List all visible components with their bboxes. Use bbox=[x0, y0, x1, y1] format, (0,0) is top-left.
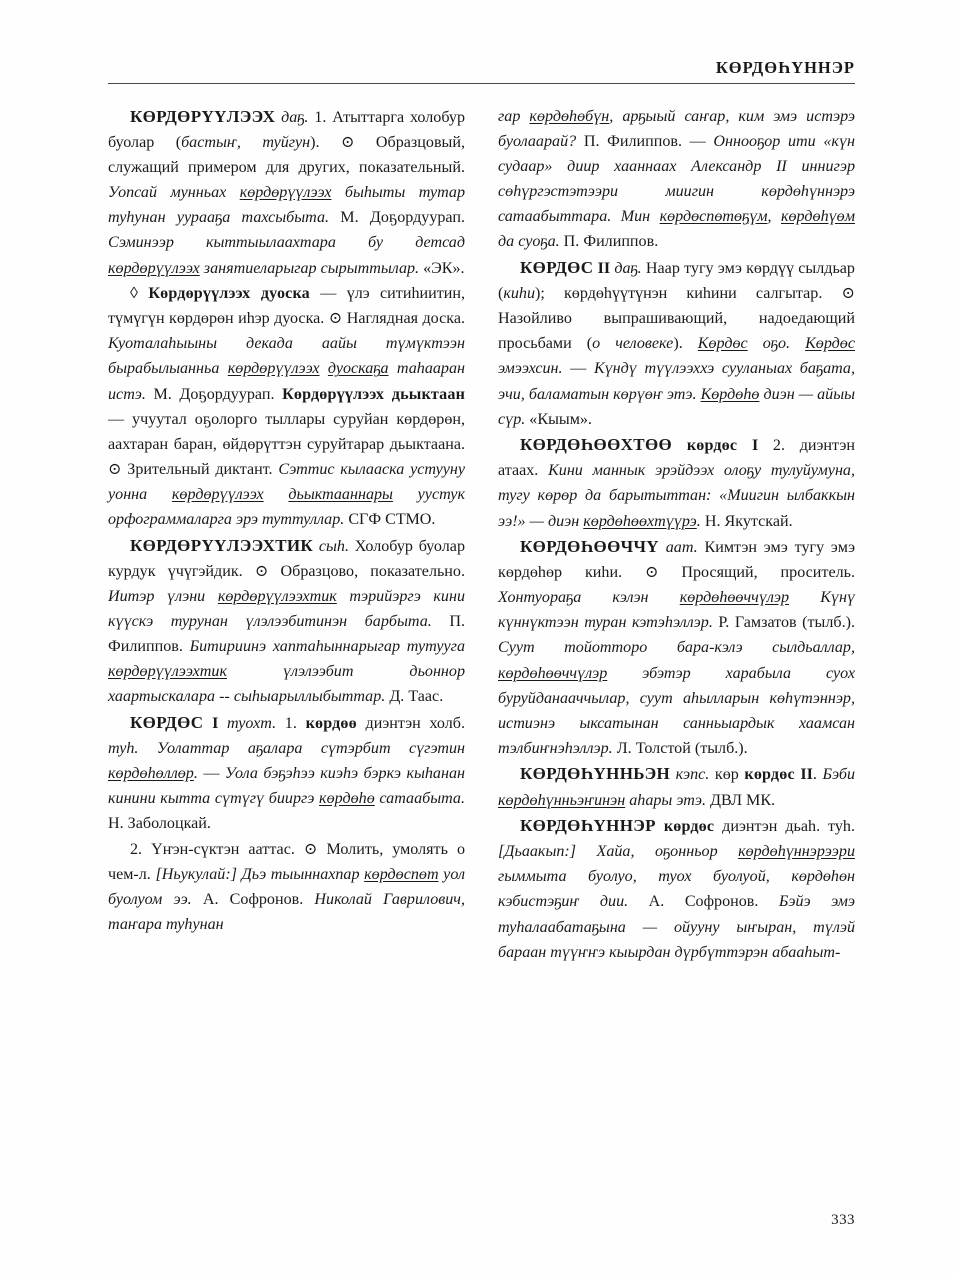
page-number: 333 bbox=[831, 1212, 855, 1228]
entry-kordoruuleeh-phrases: ◊ Көрдөрүүлээх дуоска — үлэ ситиһиитин, түмүгүн көрдөрөн иһэр дуоска. ⊙ Наглядная доска. Куоталаһыыны декада аайы түмүктээн бырабылыанньа көрдөрүүлээх дуоскаҕа таһааран истэ. М. Доҕордуурап. Көрдөрүүлээх дьыктаан — учуутал оҕолорго тыллары суруйан көрдөрөн, аахтаран баран, өйдөрүттэн суруйтарар дьыктаана. ⊙ Зрительный диктант. Сэттис кылааска устууну уонна көрдөрүүлээх дьыктааннары уустук орфограммаларга эрэ туттуллар. СГФ СТМО. bbox=[108, 285, 466, 528]
entry-kordohunnen: КӨРДӨҺҮННЬЭН кэпс. көр көрдөс II. Бэби көрдөһүнньэҥинэн аһары этэ. ДВЛ МК. bbox=[498, 764, 855, 809]
column-right bbox=[498, 104, 855, 1194]
entry-kordoruuleehtik: КӨРДӨРҮҮЛЭЭХТИК сыһ. Холобур буолар курдук үчүгэйдик. ⊙ Образцово, показательно. Иитэр үлэни көрдөрүүлээхтик тэрийэргэ кини күүскэ турунан үлэлээбитинэн барбыта. П. Филиппов. Битириинэ хаптаһыннарыгар тутууга көрдөрүүлээхтик үлэлээбит дьоннор хаартыскалара -- сыһыарыллыбыттар. Д. Таас. bbox=[108, 535, 465, 706]
entry-kordohooohtoo: КӨРДӨҺӨӨХТӨӨ көрдөс I 2. диэнтэн атаах. Кини маннык эрэйдээх олоҕу тулуйумуна, тугу көрөр да барытыттан: «Миигин ылбаккын ээ!» — диэн көрдөһөөхтүүрэ. Н. Якутскай. bbox=[498, 435, 855, 530]
body-columns bbox=[108, 104, 855, 1194]
entry-kordos-1-sense2: 2. Үҥэн-сүктэн ааттас. ⊙ Молить, умолять о чем-л. [Ньукулай:] Дьэ тыыннахпар көрдөспөт уол буолуом ээ. А. Софронов. Николай Гаврилович, таҥара туһунан bbox=[108, 840, 465, 933]
entry-kordohunner: КӨРДӨҺҮННЭР көрдөс диэнтэн дьаһ. туһ. [Дьаакып:] Хайа, оҕонньор көрдөһүннэрээри гыммыта буолуо, туох буолуой, көрдөһөн кэбистэҕиҥ дии. А. Софронов. Бэйэ эмэ туһалаабатаҕына — ойууну ыҥыран, түлэй бараан түүҥҥэ кыырдан дүрбүттэрэн абааһыт- bbox=[498, 816, 855, 961]
entry-kordoruuleeh-sense1: КӨРДӨРҮҮЛЭЭХ даҕ. 1. Атыттарга холобур буолар (бастыҥ, туйгун). ⊙ Образцовый, служащий примером для других, показательный. Уопсай мунньах көрдөрүүлээх быһыты тутар туһунан уурааҕа тахсыбыта. М. Доҕордуурап. Сэминээр кыттыылаахтара бу детсад көрдөрүүлээх занятиеларыгар сырыттылар. «ЭК». bbox=[108, 107, 465, 277]
entry-kordos-2: КӨРДӨС II даҕ. Наар тугу эмэ көрдүү сылдьар (киһи); көрдөһүүтүнэн киһини салгытар. ⊙ Назойливо выпрашивающий, надоедающий просьбами (о человеке). Көрдөс оҕо. Көрдөс эмээхсин. — Күндү түүлээххэ сууланыах баҕата, эчи, баламатын көрүөҥ этэ. Көрдөһө диэн — айыы сүр. «Кыым». bbox=[498, 258, 855, 428]
entry-kordohoooccu: КӨРДӨҺӨӨЧЧҮ аат. Кимтэн эмэ тугу эмэ көрдөһөр киһи. ⊙ Просящий, проситель. Хонтуораҕа кэлэн көрдөһөөччүлэр Күнү күннүктээн туран кэтэһэллэр. Р. Гамзатов (тылб.). Суут тойотторо бара-кэлэ сылдьаллар, көрдөһөөччүлэр эбэтэр харабыла суох буруйданааччылар, суут аһылларын көһүтэннэр, истиэнэ ыксатынан санньыардык хаамсан тэлбиҥнэһэллэр. Л. Толстой (тылб.). bbox=[498, 537, 855, 757]
entry-kordos-1-sense1: КӨРДӨС I туохт. 1. көрдөө диэнтэн холб. туһ. Уолаттар аҕалара сүтэрбит сүгэтин көрдөһөллөр. — Уола бэҕэһээ киэһэ бэркэ кыһанан кинини кытта сүтүгү бииргэ көрдөһө сатаабыта. Н. Заболоцкай. bbox=[108, 712, 465, 833]
running-head-title: КӨРДӨҺҮННЭР bbox=[715, 58, 855, 77]
column-left bbox=[108, 104, 465, 1194]
entry-kordos-1-continuation: гар көрдөһөбүн, арҕыый саҥар, ким эмэ истэрэ буолаарай? П. Филиппов. — Оннооҕор ити «күн судаар» диир хааннаах Александр II иннигэр сөһүргэстэтээри миигин көрдөһүннэрэ сатаабыттара. Мин көрдөспөтөҕүм, көрдөһүөм да суоҕа. П. Филиппов. bbox=[498, 108, 855, 251]
running-head-rule bbox=[108, 83, 855, 84]
running-head bbox=[108, 58, 855, 88]
